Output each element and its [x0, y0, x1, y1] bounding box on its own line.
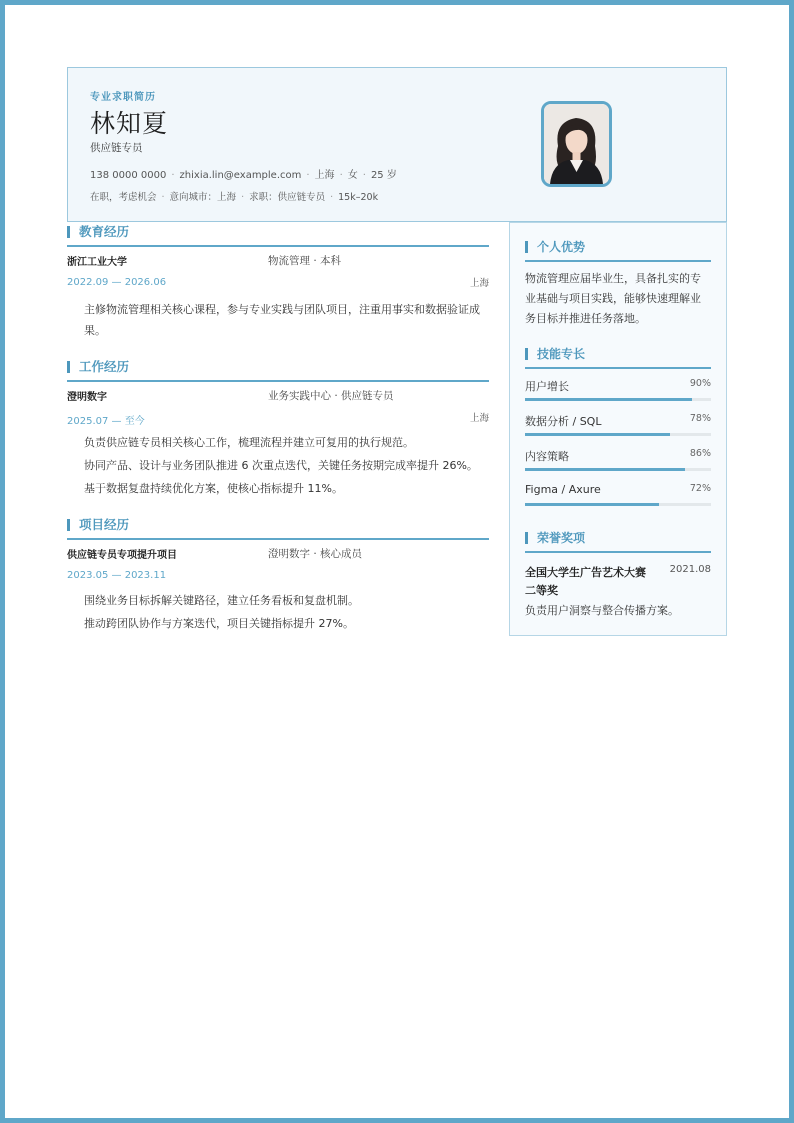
skill-bar	[525, 398, 711, 401]
project-bullet: 推动跨团队协作与方案迭代，项目关键指标提升 27%。	[84, 617, 354, 630]
skill-percent: 78%	[689, 413, 711, 424]
skill-name: 数据分析 / SQL	[525, 415, 602, 428]
work-date: 2025.07 — 至今	[67, 416, 145, 427]
award-name: 全国大学生广告艺术大赛	[525, 566, 646, 579]
awards-title: 荣誉奖项	[525, 527, 711, 553]
skill-percent: 72%	[689, 483, 711, 494]
portrait-icon	[544, 104, 609, 184]
age: 25 岁	[370, 170, 397, 181]
award-level: 二等奖	[525, 584, 558, 597]
skill-bar	[525, 503, 711, 506]
award-date: 2021.08	[669, 564, 711, 575]
target-city: 意向城市：上海	[169, 192, 237, 203]
skill-bar-fill	[525, 503, 659, 506]
company-name: 澄明数字	[67, 392, 107, 403]
awards-section	[525, 527, 711, 621]
job-title: 业务实践中心 · 供应链专员	[268, 390, 394, 402]
skill-name: 用户增长	[525, 380, 569, 393]
strengths-title: 个人优势	[525, 236, 711, 262]
strengths-section	[525, 236, 711, 329]
work-title: 工作经历	[67, 357, 489, 382]
project-entry	[67, 540, 489, 634]
education-title: 教育经历	[67, 222, 489, 247]
project-role: 澄明数字 · 核心成员	[268, 548, 363, 560]
skill-bar	[525, 433, 711, 436]
work-section	[67, 357, 489, 499]
skill-name: Figma / Axure	[525, 483, 601, 496]
header-kicker: 专业求职简历	[90, 92, 156, 103]
candidate-role: 供应链专员	[90, 142, 143, 154]
status-line: 在职，考虑机会 · 意向城市：上海 · 求职：供应链专员 · 15k–20k	[90, 192, 379, 203]
project-bullet: 围绕业务目标拆解关键路径，建立任务看板和复盘机制。	[84, 594, 359, 607]
education-desc: 主修物流管理相关核心课程，参与专业实践与团队项目，注重用事实和数据验证成果。	[84, 303, 480, 337]
education-section	[67, 222, 489, 341]
school-name: 浙江工业大学	[67, 257, 127, 268]
skill-percent: 90%	[689, 378, 711, 389]
skill-bar-fill	[525, 398, 692, 401]
salary-range: 15k–20k	[338, 192, 379, 203]
gender: 女	[347, 170, 358, 181]
candidate-name: 林知夏	[90, 109, 169, 138]
target-role: 求职：供应链专员	[249, 192, 326, 203]
education-entry	[67, 247, 489, 341]
main-column	[67, 222, 489, 636]
job-status: 在职，考虑机会	[90, 192, 157, 203]
award-item	[525, 561, 711, 581]
education-date: 2022.09 — 2026.06	[67, 277, 167, 288]
sidebar	[509, 222, 727, 636]
work-bullet: 基于数据复盘持续优化方案，使核心指标提升 11%。	[84, 482, 343, 495]
resume-header	[67, 67, 727, 222]
skill-bar-fill	[525, 468, 685, 471]
project-title: 项目经历	[67, 515, 489, 540]
work-bullet: 协同产品、设计与业务团队推进 6 次重点迭代，关键任务按期完成率提升 26%。	[84, 459, 478, 472]
skill-bar-fill	[525, 433, 670, 436]
phone: 138 0000 0000	[90, 170, 167, 181]
skills-title: 技能专长	[525, 343, 711, 369]
project-date: 2023.05 — 2023.11	[67, 570, 167, 581]
project-section	[67, 515, 489, 634]
contact-line: 138 0000 0000 · zhixia.lin@example.com · 上海 · 女 · 25 岁	[90, 170, 397, 181]
degree: 物流管理 · 本科	[268, 255, 342, 267]
skills-section	[525, 343, 711, 509]
skill-bar	[525, 468, 711, 471]
profile-photo	[541, 101, 612, 187]
work-location: 上海	[469, 413, 489, 424]
skill-item	[525, 474, 711, 509]
project-name: 供应链专员专项提升项目	[67, 550, 177, 561]
skill-percent: 86%	[689, 448, 711, 459]
skill-item	[525, 369, 711, 404]
skill-item	[525, 404, 711, 439]
email[interactable]: zhixia.lin@example.com	[179, 170, 302, 181]
strengths-text: 物流管理应届毕业生，具备扎实的专业基础与项目实践，能够快速理解业务目标并推进任务落地。	[525, 272, 701, 325]
skill-name: 内容策略	[525, 450, 569, 463]
watermark: ​	[213, 564, 247, 621]
work-bullet: 负责供应链专员相关核心工作，梳理流程并建立可复用的执行规范。	[84, 436, 414, 449]
award-desc: 负责用户洞察与整合传播方案。	[525, 604, 679, 617]
education-location: 上海	[469, 278, 489, 289]
work-entry	[67, 382, 489, 499]
skill-item	[525, 439, 711, 474]
city: 上海	[314, 170, 335, 181]
